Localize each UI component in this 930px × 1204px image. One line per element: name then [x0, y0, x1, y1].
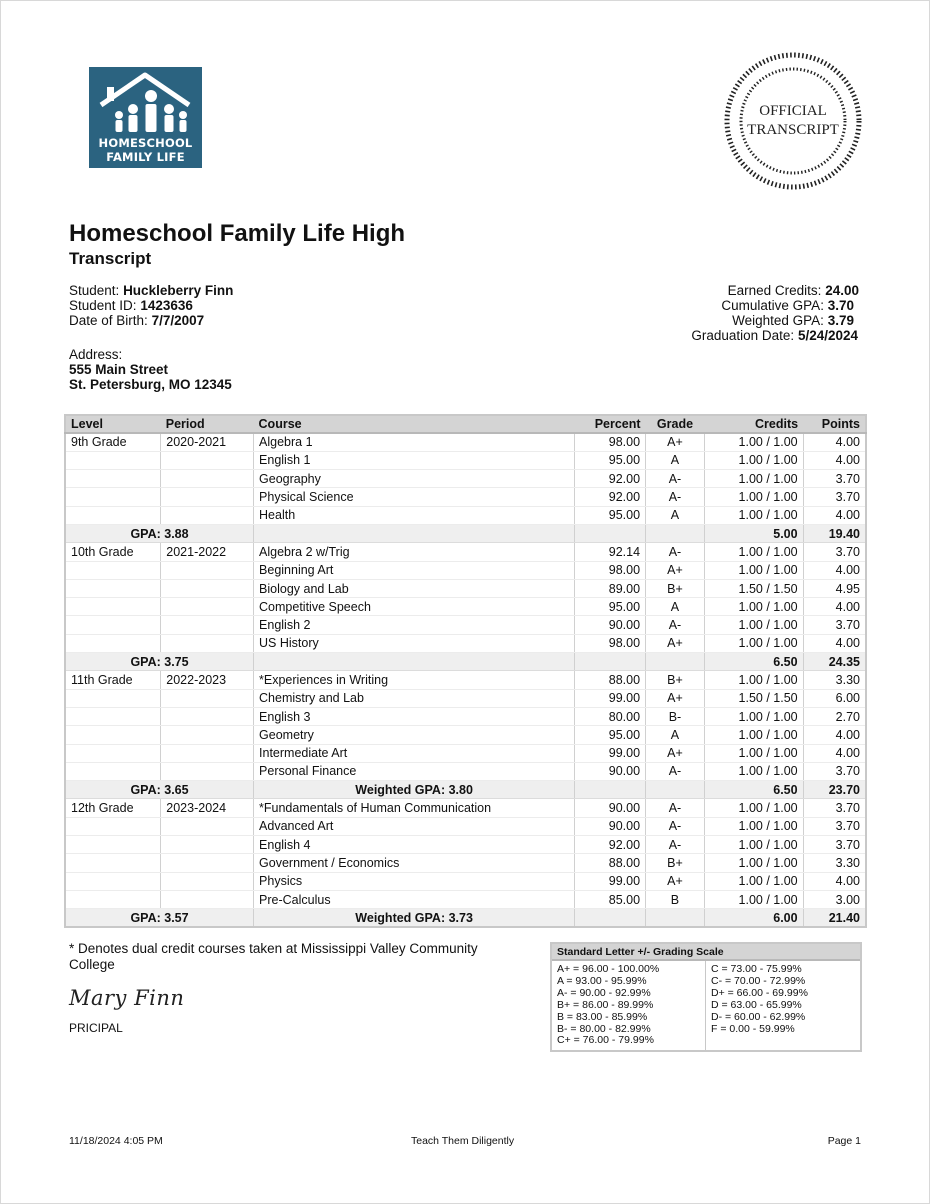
table-row [65, 488, 866, 506]
cell-points: 3.70 [803, 817, 866, 835]
cell-grade: A- [646, 543, 705, 561]
footer-page: Page 1 [827, 1135, 861, 1147]
table-row [65, 762, 866, 780]
cell-points: 4.00 [803, 561, 866, 579]
cell-percent: 92.00 [575, 470, 646, 488]
year-credits-total: 6.50 [704, 781, 803, 799]
earned-credits: 24.00 [825, 283, 859, 298]
cell-percent: 89.00 [575, 579, 646, 597]
grading-scale-entry: C- = 70.00 - 72.99% [711, 974, 806, 987]
cell-percent: 98.00 [575, 561, 646, 579]
cell-grade: A- [646, 616, 705, 634]
cell-percent: 90.00 [575, 799, 646, 817]
cell-period [161, 634, 254, 652]
cell-level [65, 616, 161, 634]
official-seal [723, 51, 863, 191]
cell-grade: A- [646, 836, 705, 854]
cell-credits: 1.00 / 1.00 [704, 744, 803, 762]
student-id-label: Student ID: [69, 298, 137, 313]
cell-points: 3.70 [803, 836, 866, 854]
cell-points: 3.70 [803, 616, 866, 634]
gpa-row-blank [575, 909, 646, 927]
cell-course: US History [254, 634, 575, 652]
weighted-gpa-line: Weighted GPA: 3.79 [732, 313, 854, 328]
cell-points: 4.00 [803, 433, 866, 451]
cell-credits: 1.00 / 1.00 [704, 616, 803, 634]
cell-points: 6.00 [803, 689, 866, 707]
cell-level [65, 689, 161, 707]
gpa-summary-row [65, 653, 866, 671]
cell-course: Advanced Art [254, 817, 575, 835]
grading-scale-entry: A = 93.00 - 95.99% [557, 974, 647, 987]
cell-grade: B+ [646, 854, 705, 872]
cell-percent: 80.00 [575, 707, 646, 725]
cell-grade: A+ [646, 634, 705, 652]
gpa-row-blank [646, 524, 705, 542]
dual-credit-note: * Denotes dual credit courses taken at Mississippi Valley Community College [69, 941, 478, 972]
cell-credits: 1.00 / 1.00 [704, 561, 803, 579]
cell-level [65, 854, 161, 872]
gpa-summary-row [65, 909, 866, 927]
cell-period [161, 744, 254, 762]
cell-credits: 1.00 / 1.00 [704, 872, 803, 890]
table-row [65, 543, 866, 561]
earned-credits-line: Earned Credits: 24.00 [727, 283, 859, 298]
cell-course: Personal Finance [254, 762, 575, 780]
cell-level [65, 872, 161, 890]
cell-grade: A+ [646, 433, 705, 451]
grading-scale-entry: B = 83.00 - 85.99% [557, 1010, 648, 1023]
cell-points: 2.70 [803, 707, 866, 725]
cell-course: English 4 [254, 836, 575, 854]
cell-level [65, 762, 161, 780]
cell-credits: 1.50 / 1.50 [704, 579, 803, 597]
table-row [65, 616, 866, 634]
student-id-line [69, 298, 193, 314]
year-credits-total: 6.50 [704, 653, 803, 671]
cell-grade: A [646, 506, 705, 524]
cell-level [65, 488, 161, 506]
grading-scale-entry: B- = 80.00 - 82.99% [557, 1022, 651, 1035]
cell-level [65, 561, 161, 579]
table-row [65, 799, 866, 817]
year-credits-total: 5.00 [704, 524, 803, 542]
cell-course: *Fundamentals of Human Communication [254, 799, 575, 817]
gpa-row-blank [646, 653, 705, 671]
year-weighted-gpa [254, 653, 575, 671]
graduation-date: 5/24/2024 [797, 328, 858, 343]
cell-grade: A- [646, 488, 705, 506]
cell-grade: A- [646, 762, 705, 780]
cumulative-gpa-line: Cumulative GPA: 3.70 [721, 298, 854, 313]
student-name-line [69, 283, 233, 299]
year-gpa: GPA: 3.57 [65, 909, 254, 927]
cell-period [161, 854, 254, 872]
cell-period: 2022-2023 [161, 671, 254, 689]
cell-points: 4.95 [803, 579, 866, 597]
cell-percent: 90.00 [575, 817, 646, 835]
gpa-row-blank [575, 524, 646, 542]
cell-percent: 95.00 [575, 726, 646, 744]
table-row [65, 561, 866, 579]
cell-course: English 1 [254, 451, 575, 469]
year-gpa: GPA: 3.75 [65, 653, 254, 671]
table-row [65, 470, 866, 488]
cell-points: 4.00 [803, 634, 866, 652]
grading-scale-entry: A+ = 96.00 - 100.00% [557, 963, 660, 975]
student-id: 1423636 [140, 298, 193, 313]
year-points-total: 24.35 [803, 653, 866, 671]
cell-credits: 1.00 / 1.00 [704, 836, 803, 854]
col-header-course: Course [254, 415, 575, 433]
cell-course: Competitive Speech [254, 598, 575, 616]
cell-course: Beginning Art [254, 561, 575, 579]
cell-level [65, 634, 161, 652]
cell-credits: 1.00 / 1.00 [704, 671, 803, 689]
cell-course: Physics [254, 872, 575, 890]
cell-percent: 99.00 [575, 744, 646, 762]
table-row [65, 671, 866, 689]
grading-scale-entry: D = 63.00 - 65.99% [711, 998, 802, 1011]
cell-period: 2021-2022 [161, 543, 254, 561]
address-line1: 555 Main Street [69, 362, 169, 377]
grading-scale-entry: C = 73.00 - 75.99% [711, 963, 802, 975]
cell-credits: 1.00 / 1.00 [704, 470, 803, 488]
cell-course: Government / Economics [254, 854, 575, 872]
cell-grade: A- [646, 799, 705, 817]
cell-percent: 90.00 [575, 616, 646, 634]
table-row [65, 689, 866, 707]
cell-period [161, 817, 254, 835]
cell-percent: 88.00 [575, 854, 646, 872]
cell-credits: 1.00 / 1.00 [704, 799, 803, 817]
table-row [65, 433, 866, 451]
gpa-row-blank [646, 781, 705, 799]
cell-course: Pre-Calculus [254, 890, 575, 908]
weighted-gpa: 3.79 [827, 313, 854, 328]
cell-grade: B- [646, 707, 705, 725]
cell-percent: 90.00 [575, 762, 646, 780]
table-row [65, 598, 866, 616]
student-name: Huckleberry Finn [123, 283, 234, 298]
cell-course: Geography [254, 470, 575, 488]
cell-grade: B [646, 890, 705, 908]
table-row [65, 726, 866, 744]
cell-level [65, 726, 161, 744]
cell-credits: 1.00 / 1.00 [704, 451, 803, 469]
cell-percent: 99.00 [575, 872, 646, 890]
cell-credits: 1.00 / 1.00 [704, 762, 803, 780]
cell-period [161, 470, 254, 488]
cell-credits: 1.50 / 1.50 [704, 689, 803, 707]
cell-credits: 1.00 / 1.00 [704, 488, 803, 506]
seal-text-line1: OFFICIAL [759, 103, 827, 119]
cell-course: *Experiences in Writing [254, 671, 575, 689]
cell-points: 4.00 [803, 744, 866, 762]
cell-points: 4.00 [803, 506, 866, 524]
cell-level: 12th Grade [65, 799, 161, 817]
table-row [65, 854, 866, 872]
cell-period [161, 762, 254, 780]
year-weighted-gpa: Weighted GPA: 3.73 [254, 909, 575, 927]
year-credits-total: 6.00 [704, 909, 803, 927]
grading-scale-entry: C+ = 76.00 - 79.99% [557, 1034, 654, 1047]
document-title: Transcript [69, 249, 152, 268]
cell-points: 3.70 [803, 470, 866, 488]
year-gpa: GPA: 3.65 [65, 781, 254, 799]
cell-grade: A [646, 598, 705, 616]
cell-credits: 1.00 / 1.00 [704, 707, 803, 725]
year-gpa: GPA: 3.88 [65, 524, 254, 542]
house-family-icon [89, 67, 202, 137]
signature-title: PRICIPAL [69, 1021, 123, 1035]
table-row [65, 707, 866, 725]
cell-period [161, 561, 254, 579]
year-points-total: 23.70 [803, 781, 866, 799]
cumulative-gpa: 3.70 [827, 298, 854, 313]
cell-percent: 92.00 [575, 488, 646, 506]
cell-level: 10th Grade [65, 543, 161, 561]
dob-line [69, 313, 204, 329]
cell-points: 4.00 [803, 598, 866, 616]
cell-period [161, 506, 254, 524]
cell-grade: A- [646, 817, 705, 835]
grading-scale-entry: D- = 60.00 - 62.99% [711, 1010, 806, 1023]
cell-course: Health [254, 506, 575, 524]
cell-level [65, 451, 161, 469]
cell-period: 2020-2021 [161, 433, 254, 451]
cell-period [161, 689, 254, 707]
cell-percent: 85.00 [575, 890, 646, 908]
school-logo [89, 67, 202, 168]
cell-credits: 1.00 / 1.00 [704, 890, 803, 908]
grading-scale-box [550, 942, 862, 1052]
cell-period [161, 707, 254, 725]
cell-credits: 1.00 / 1.00 [704, 634, 803, 652]
cell-period [161, 579, 254, 597]
year-weighted-gpa [254, 524, 575, 542]
cell-percent: 95.00 [575, 451, 646, 469]
gpa-summary-row [65, 524, 866, 542]
cell-points: 4.00 [803, 872, 866, 890]
cell-grade: A+ [646, 689, 705, 707]
cell-course: Intermediate Art [254, 744, 575, 762]
cell-percent: 88.00 [575, 671, 646, 689]
table-row [65, 506, 866, 524]
cell-points: 4.00 [803, 451, 866, 469]
col-header-percent: Percent [575, 415, 646, 433]
col-header-period: Period [161, 415, 254, 433]
table-row [65, 836, 866, 854]
cell-course: Algebra 2 w/Trig [254, 543, 575, 561]
year-weighted-gpa: Weighted GPA: 3.80 [254, 781, 575, 799]
cell-percent: 99.00 [575, 689, 646, 707]
cell-course: Algebra 1 [254, 433, 575, 451]
footer-date: 11/18/2024 4:05 PM [69, 1135, 163, 1147]
cell-grade: B+ [646, 579, 705, 597]
grading-scale-entry: B+ = 86.00 - 89.99% [557, 998, 654, 1011]
cell-period: 2023-2024 [161, 799, 254, 817]
cell-course: Chemistry and Lab [254, 689, 575, 707]
cell-percent: 98.00 [575, 634, 646, 652]
gpa-summary-row [65, 781, 866, 799]
cell-credits: 1.00 / 1.00 [704, 543, 803, 561]
col-header-level: Level [65, 415, 161, 433]
cell-period [161, 872, 254, 890]
cell-grade: B+ [646, 671, 705, 689]
grading-scale-entry: D+ = 66.00 - 69.99% [711, 986, 808, 999]
cell-level [65, 890, 161, 908]
cell-course: Physical Science [254, 488, 575, 506]
cell-period [161, 488, 254, 506]
gpa-row-blank [575, 653, 646, 671]
transcript-table [64, 414, 867, 928]
cell-points: 3.30 [803, 671, 866, 689]
cell-grade: A [646, 451, 705, 469]
cell-level [65, 744, 161, 762]
cell-credits: 1.00 / 1.00 [704, 854, 803, 872]
cell-course: Biology and Lab [254, 579, 575, 597]
cell-course: English 3 [254, 707, 575, 725]
cell-percent: 95.00 [575, 506, 646, 524]
cell-grade: A+ [646, 872, 705, 890]
cell-points: 3.70 [803, 762, 866, 780]
student-name-label: Student: [69, 283, 120, 298]
col-header-credits: Credits [704, 415, 803, 433]
principal-signature: Mary Finn [69, 986, 185, 1010]
cell-period [161, 836, 254, 854]
cell-level [65, 470, 161, 488]
cell-period [161, 598, 254, 616]
cell-grade: A+ [646, 561, 705, 579]
seal-text-line2: TRANSCRIPT [747, 122, 839, 138]
grading-scale-right-column [706, 961, 860, 1050]
cell-percent: 98.00 [575, 433, 646, 451]
cell-credits: 1.00 / 1.00 [704, 817, 803, 835]
cell-period [161, 726, 254, 744]
cell-level [65, 707, 161, 725]
col-header-points: Points [803, 415, 866, 433]
table-row [65, 872, 866, 890]
address-label: Address: [69, 347, 123, 362]
cell-credits: 1.00 / 1.00 [704, 598, 803, 616]
cell-course: Geometry [254, 726, 575, 744]
cell-percent: 92.00 [575, 836, 646, 854]
cell-points: 3.70 [803, 543, 866, 561]
cell-points: 3.70 [803, 799, 866, 817]
cell-points: 4.00 [803, 726, 866, 744]
gpa-row-blank [575, 781, 646, 799]
address-line2: St. Petersburg, MO 12345 [69, 377, 232, 392]
cell-points: 3.30 [803, 854, 866, 872]
logo-text-line2: FAMILY LIFE [106, 150, 185, 164]
table-row [65, 451, 866, 469]
cell-level [65, 817, 161, 835]
cell-period [161, 890, 254, 908]
cell-grade: A- [646, 470, 705, 488]
cell-level [65, 836, 161, 854]
grading-scale-title: Standard Letter +/- Grading Scale [552, 944, 860, 961]
grading-scale-left-column [552, 961, 706, 1050]
seal-ring-icon [723, 51, 863, 191]
table-row [65, 634, 866, 652]
cell-credits: 1.00 / 1.00 [704, 433, 803, 451]
cell-credits: 1.00 / 1.00 [704, 506, 803, 524]
cell-course: English 2 [254, 616, 575, 634]
cell-points: 3.00 [803, 890, 866, 908]
col-header-grade: Grade [646, 415, 705, 433]
cell-credits: 1.00 / 1.00 [704, 726, 803, 744]
cell-level: 11th Grade [65, 671, 161, 689]
cell-period [161, 451, 254, 469]
cell-level [65, 598, 161, 616]
gpa-row-blank [646, 909, 705, 927]
table-row [65, 890, 866, 908]
cell-percent: 95.00 [575, 598, 646, 616]
dob-label: Date of Birth: [69, 313, 148, 328]
grading-scale-entry: F = 0.00 - 59.99% [711, 1022, 795, 1035]
cell-level [65, 506, 161, 524]
graduation-date-line: Graduation Date: 5/24/2024 [691, 328, 858, 343]
grading-scale-entry: A- = 90.00 - 92.99% [557, 986, 651, 999]
table-row [65, 817, 866, 835]
table-row [65, 744, 866, 762]
cell-level [65, 579, 161, 597]
table-row [65, 579, 866, 597]
cell-grade: A [646, 726, 705, 744]
cell-level: 9th Grade [65, 433, 161, 451]
school-name: Homeschool Family Life High [69, 220, 406, 247]
logo-text-line1: HOMESCHOOL [98, 136, 193, 150]
year-points-total: 19.40 [803, 524, 866, 542]
cell-points: 3.70 [803, 488, 866, 506]
cell-grade: A+ [646, 744, 705, 762]
table-header-row [65, 415, 866, 433]
dob: 7/7/2007 [151, 313, 205, 328]
year-points-total: 21.40 [803, 909, 866, 927]
cell-period [161, 616, 254, 634]
cell-percent: 92.14 [575, 543, 646, 561]
footer-motto: Teach Them Diligently [411, 1135, 515, 1147]
